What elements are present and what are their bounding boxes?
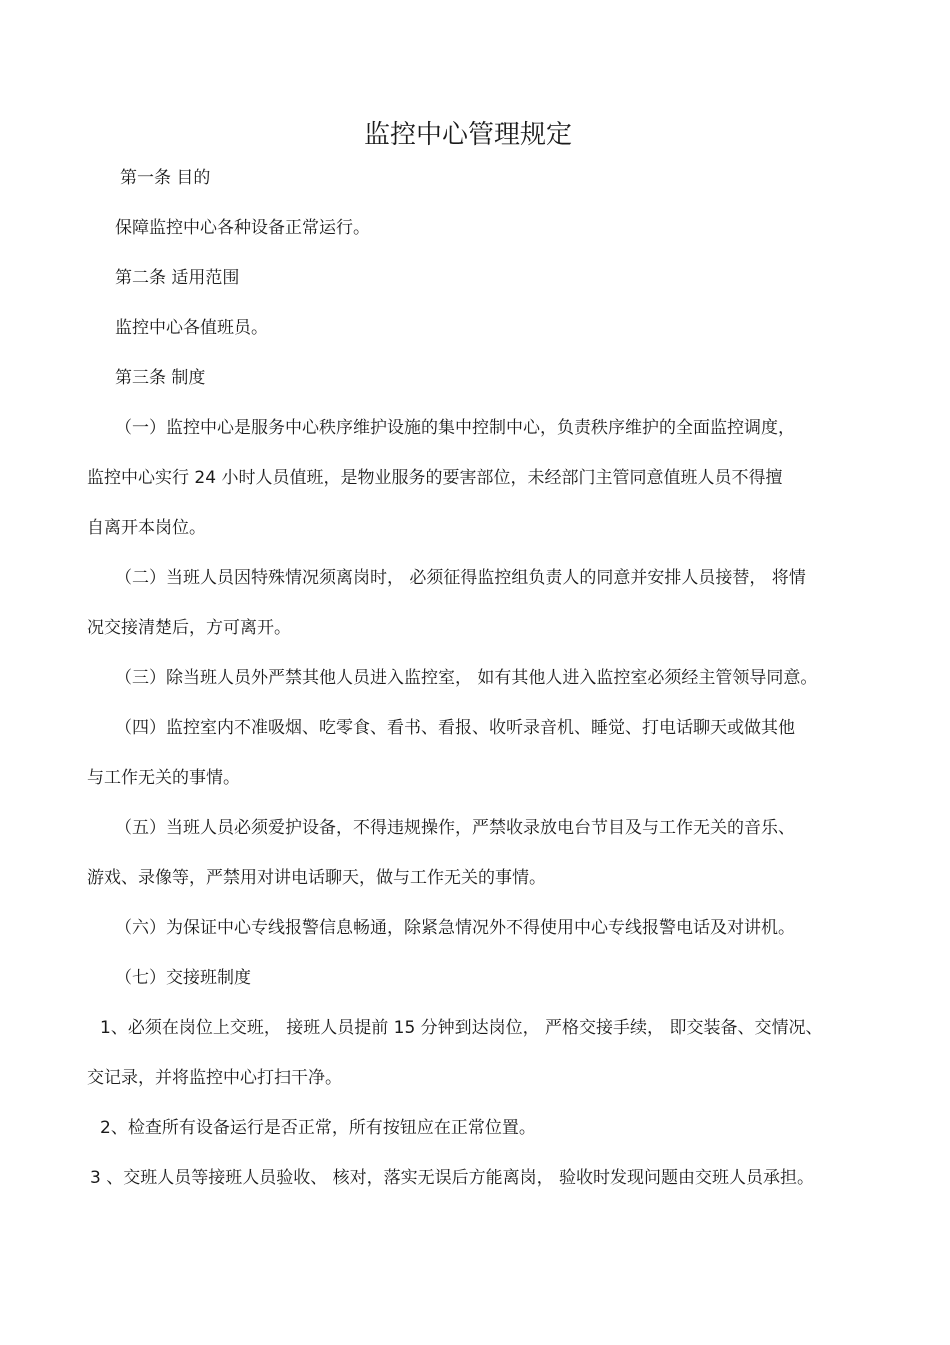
article-1-heading: 第一条 目的 — [120, 168, 211, 188]
article-3-heading: 第三条 制度 — [115, 368, 206, 388]
handover-item-1-line-1: 1、必须在岗位上交班， 接班人员提前 15 分钟到达岗位， 严格交接手续， 即交装备、交情况、 — [100, 1018, 823, 1038]
rule-4-line-1: （四）监控室内不准吸烟、吃零食、看书、看报、收听录音机、睡觉、打电话聊天或做其他 — [115, 718, 795, 738]
handover-item-2: 2、检查所有设备运行是否正常，所有按钮应在正常位置。 — [100, 1118, 536, 1138]
handover-item-1-line-2: 交记录，并将监控中心打扫干净。 — [87, 1068, 342, 1088]
rule-1-line-3: 自离开本岗位。 — [87, 518, 206, 538]
handover-item-3: 3 、交班人员等接班人员验收、 核对，落实无误后方能离岗， 验收时发现问题由交班人员承担。 — [90, 1168, 815, 1188]
rule-4-line-2: 与工作无关的事情。 — [87, 768, 240, 788]
rule-1-line-2: 监控中心实行 24 小时人员值班，是物业服务的要害部位，未经部门主管同意值班人员不得擅 — [87, 468, 783, 488]
rule-7-heading: （七）交接班制度 — [115, 968, 251, 988]
rule-3-line-1: （三）除当班人员外严禁其他人员进入监控室， 如有其他人进入监控室必须经主管领导同意。 — [115, 668, 818, 688]
article-2-heading: 第二条 适用范围 — [115, 268, 240, 288]
document-title: 监控中心管理规定 — [363, 120, 572, 150]
rule-2-line-2: 况交接清楚后，方可离开。 — [87, 618, 291, 638]
article-1-text: 保障监控中心各种设备正常运行。 — [115, 218, 370, 238]
rule-2-line-1: （二）当班人员因特殊情况须离岗时， 必须征得监控组负责人的同意并安排人员接替， 将情 — [115, 568, 806, 588]
article-2-text: 监控中心各值班员。 — [115, 318, 268, 338]
rule-5-line-2: 游戏、录像等，严禁用对讲电话聊天，做与工作无关的事情。 — [87, 868, 546, 888]
rule-1-line-1: （一）监控中心是服务中心秩序维护设施的集中控制中心，负责秩序维护的全面监控调度， — [115, 418, 795, 438]
rule-5-line-1: （五）当班人员必须爱护设备，不得违规操作，严禁收录放电台节目及与工作无关的音乐、 — [115, 818, 795, 838]
rule-6-line-1: （六）为保证中心专线报警信息畅通，除紧急情况外不得使用中心专线报警电话及对讲机。 — [115, 918, 795, 938]
